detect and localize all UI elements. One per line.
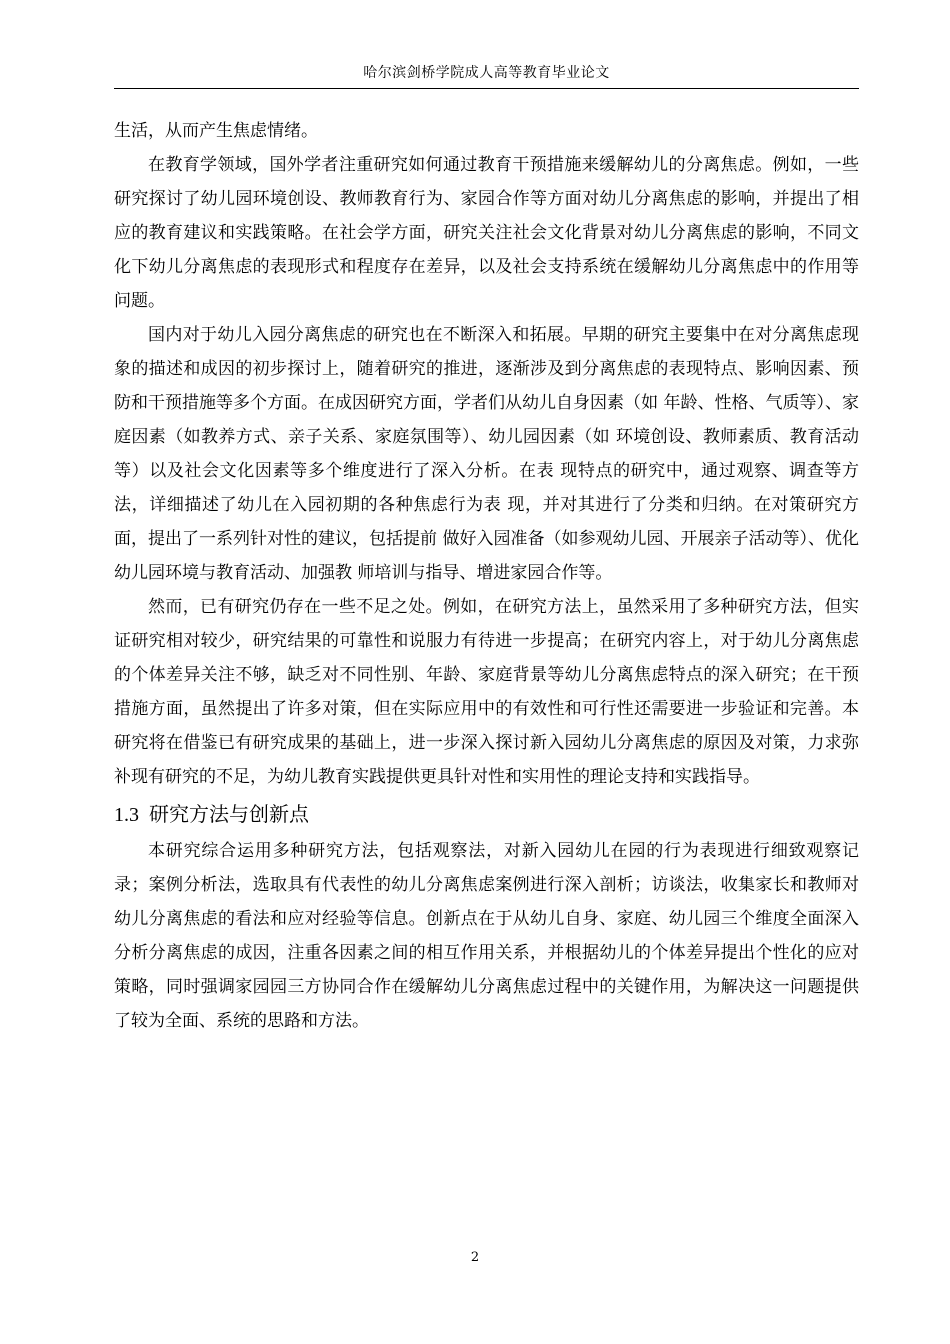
body-text (114, 114, 859, 1038)
paragraph-research-gaps: 然而，已有研究仍存在一些不足之处。例如，在研究方法上，虽然采用了多种研究方法，但实证研究相对较少，研究结果的可靠性和说服力有待进一步提高；在研究内容上，对于幼儿分离焦虑的个体差异关注不够，缺乏对不同性别、年龄、家庭背景等幼儿分离焦虑特点的深入研究；在干预措施方面，虽然提出了许多对策，但在实际应用中的有效性和可行性还需要进一步验证和完善。本研究将在借鉴已有研究成果的基础上，进一步深入探讨新入园幼儿分离焦虑的原因及对策，力求弥补现有研究的不足，为幼儿教育实践提供更具针对性和实用性的理论支持和实践指导。 (114, 597, 859, 787)
paragraph-methods: 本研究综合运用多种研究方法，包括观察法，对新入园幼儿在园的行为表现进行细致观察记录；案例分析法，选取具有代表性的幼儿分离焦虑案例进行深入剖析；访谈法，收集家长和教师对幼儿分离焦虑的看法和应对经验等信息。创新点在于从幼儿自身、家庭、幼儿园三个维度全面深入分析分离焦虑的成因，注重各因素之间的相互作用关系，并根据幼儿的个体差异提出个性化的应对策略，同时强调家园园三方协同合作在缓解幼儿分离焦虑过程中的关键作用，为解决这一问题提供了较为全面、系统的思路和方法。 (114, 841, 859, 1031)
paragraph-continuation: 生活，从而产生焦虑情绪。 (114, 121, 318, 141)
running-header: 哈尔滨剑桥学院成人高等教育毕业论文 (363, 65, 610, 81)
paragraph-domestic-research: 国内对于幼儿入园分离焦虑的研究也在不断深入和拓展。早期的研究主要集中在对分离焦虑现象的描述和成因的初步探讨上，随着研究的推进，逐渐涉及到分离焦虑的表现特点、影响因素、预防和干预措施等多个方面。在成因研究方面，学者们从幼儿自身因素（如 年龄、性格、气质等）、家庭因素（如教养方式、亲子关系、家庭氛围等）、幼儿园因素（如 环境创设、教师素质、教育活动等）以及社会文化因素等多个维度进行了深入分析。在表 现特点的研究中，通过观察、调查等方法，详细描述了幼儿在入园初期的各种焦虑行为表 现，并对其进行了分类和归纳。在对策研究方面，提出了一系列针对性的建议，包括提前 做好入园准备（如参观幼儿园、开展亲子活动等）、优化幼儿园环境与教育活动、加强教 师培训与指导、增进家园合作等。 (114, 325, 859, 583)
section-number: 1.3 (114, 804, 139, 826)
header-rule (114, 88, 859, 89)
paragraph-foreign-research: 在教育学领域，国外学者注重研究如何通过教育干预措施来缓解幼儿的分离焦虑。例如，一些研究探讨了幼儿园环境创设、教师教育行为、家园合作等方面对幼儿分离焦虑的影响，并提出了相应的教育建议和实践策略。在社会学方面，研究关注社会文化背景对幼儿分离焦虑的影响，不同文化下幼儿分离焦虑的表现形式和程度存在差异，以及社会支持系统在缓解幼儿分离焦虑中的作用等问题。 (114, 155, 859, 311)
section-title: 研究方法与创新点 (149, 802, 309, 826)
section-heading (114, 794, 859, 834)
page-number: 2 (470, 1250, 480, 1265)
